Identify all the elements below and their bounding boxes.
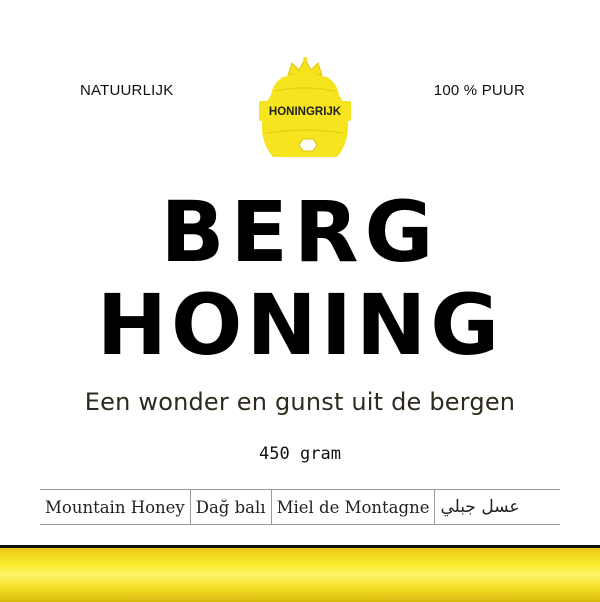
- name-arabic: عسل جبلي: [434, 489, 524, 525]
- gold-band: [0, 548, 600, 602]
- label-top-left: NATUURLIJK: [80, 82, 174, 99]
- net-weight: 450 gram: [259, 444, 341, 464]
- product-title-line1: BERG: [160, 183, 440, 281]
- product-title-line2: HONING: [96, 276, 504, 374]
- product-name-translations: [40, 489, 560, 525]
- brand-name: HONINGRIJK: [268, 106, 342, 118]
- name-turkish: Dağ balı: [190, 489, 271, 525]
- name-french: Miel de Montagne: [271, 489, 435, 525]
- beehive-crown-icon: [255, 55, 355, 165]
- tagline: Een wonder en gunst uit de bergen: [84, 388, 516, 416]
- label-top-right: 100 % PUUR: [433, 82, 525, 99]
- name-english: Mountain Honey: [45, 497, 185, 517]
